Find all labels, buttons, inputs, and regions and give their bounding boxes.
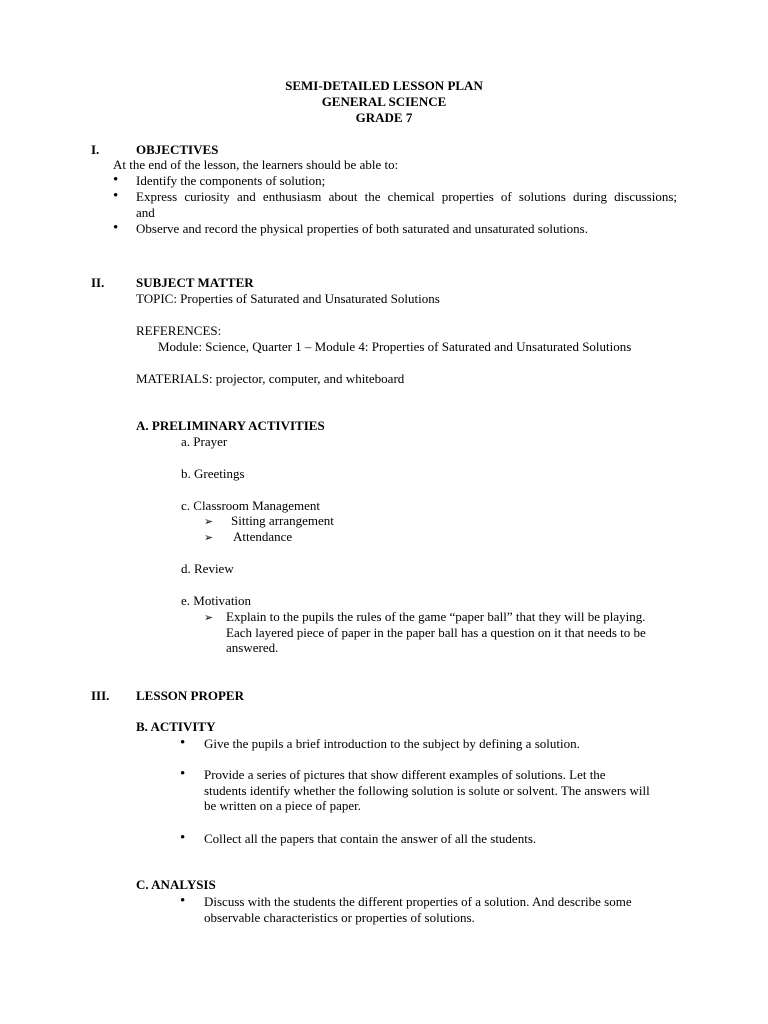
preliminary-heading: A. PRELIMINARY ACTIVITIES	[136, 418, 325, 433]
references-label: REFERENCES:	[136, 323, 222, 338]
motivation-item: e. Motivation	[181, 593, 252, 608]
review-item: d. Review	[181, 561, 234, 576]
bullet-icon	[180, 893, 194, 909]
section-numeral-1: I.	[91, 142, 100, 157]
lesson-proper-heading: LESSON PROPER	[136, 688, 244, 703]
classroom-subitem: Sitting arrangement	[231, 513, 334, 528]
objective-item-continuation: and	[136, 205, 155, 220]
subject-matter-heading: SUBJECT MATTER	[136, 275, 254, 290]
arrow-bullet-icon	[204, 513, 218, 530]
objectives-heading: OBJECTIVES	[136, 142, 219, 157]
references-value: Module: Science, Quarter 1 – Module 4: Properties of Saturated and Unsaturated Solutions	[158, 339, 632, 354]
bullet-icon	[180, 735, 194, 751]
activity-item: Give the pupils a brief introduction to the subject by defining a solution.	[204, 736, 580, 751]
activity-heading: B. ACTIVITY	[136, 719, 216, 734]
section-numeral-3: III.	[91, 688, 110, 703]
bullet-icon	[180, 830, 194, 846]
section-numeral-2: II.	[91, 275, 105, 290]
bullet-icon	[180, 766, 194, 782]
bullet-icon	[113, 188, 127, 204]
motivation-text: Each layered piece of paper in the paper ball has a question on it that needs to be	[226, 625, 646, 640]
classroom-management-item: c. Classroom Management	[181, 498, 320, 513]
activity-item-continuation: be written on a piece of paper.	[204, 798, 362, 813]
doc-subject: GENERAL SCIENCE	[321, 94, 447, 109]
greetings-item: b. Greetings	[181, 466, 245, 481]
motivation-text: answered.	[226, 640, 279, 655]
prayer-item: a. Prayer	[181, 434, 228, 449]
activity-item: Provide a series of pictures that show different examples of solutions. Let the	[204, 767, 606, 782]
motivation-text: Explain to the pupils the rules of the game “paper ball” that they will be playing.	[226, 609, 646, 624]
analysis-text: Discuss with the students the different properties of a solution. And describe some	[204, 894, 632, 909]
activity-item-continuation: students identify whether the following solution is solute or solvent. The answers will	[204, 783, 650, 798]
topic-line: TOPIC: Properties of Saturated and Unsaturated Solutions	[136, 291, 440, 306]
analysis-text: observable characteristics or properties of solutions.	[204, 910, 475, 925]
objective-item: Identify the components of solution;	[136, 173, 326, 188]
activity-item: Collect all the papers that contain the answer of all the students.	[204, 831, 537, 846]
objective-item: Express curiosity and enthusiasm about the chemical properties of solutions during discussions;	[136, 189, 677, 204]
materials-line: MATERIALS: projector, computer, and whiteboard	[136, 371, 405, 386]
bullet-icon	[113, 172, 127, 188]
bullet-icon	[113, 220, 127, 236]
arrow-bullet-icon	[204, 529, 218, 546]
classroom-subitem: Attendance	[233, 529, 293, 544]
objective-item: Observe and record the physical properties of both saturated and unsaturated solutions.	[136, 221, 588, 236]
doc-grade: GRADE 7	[355, 110, 413, 125]
doc-title: SEMI-DETAILED LESSON PLAN	[285, 78, 483, 93]
objectives-intro: At the end of the lesson, the learners should be able to:	[113, 157, 399, 172]
analysis-heading: C. ANALYSIS	[136, 877, 216, 892]
arrow-bullet-icon	[204, 609, 218, 626]
